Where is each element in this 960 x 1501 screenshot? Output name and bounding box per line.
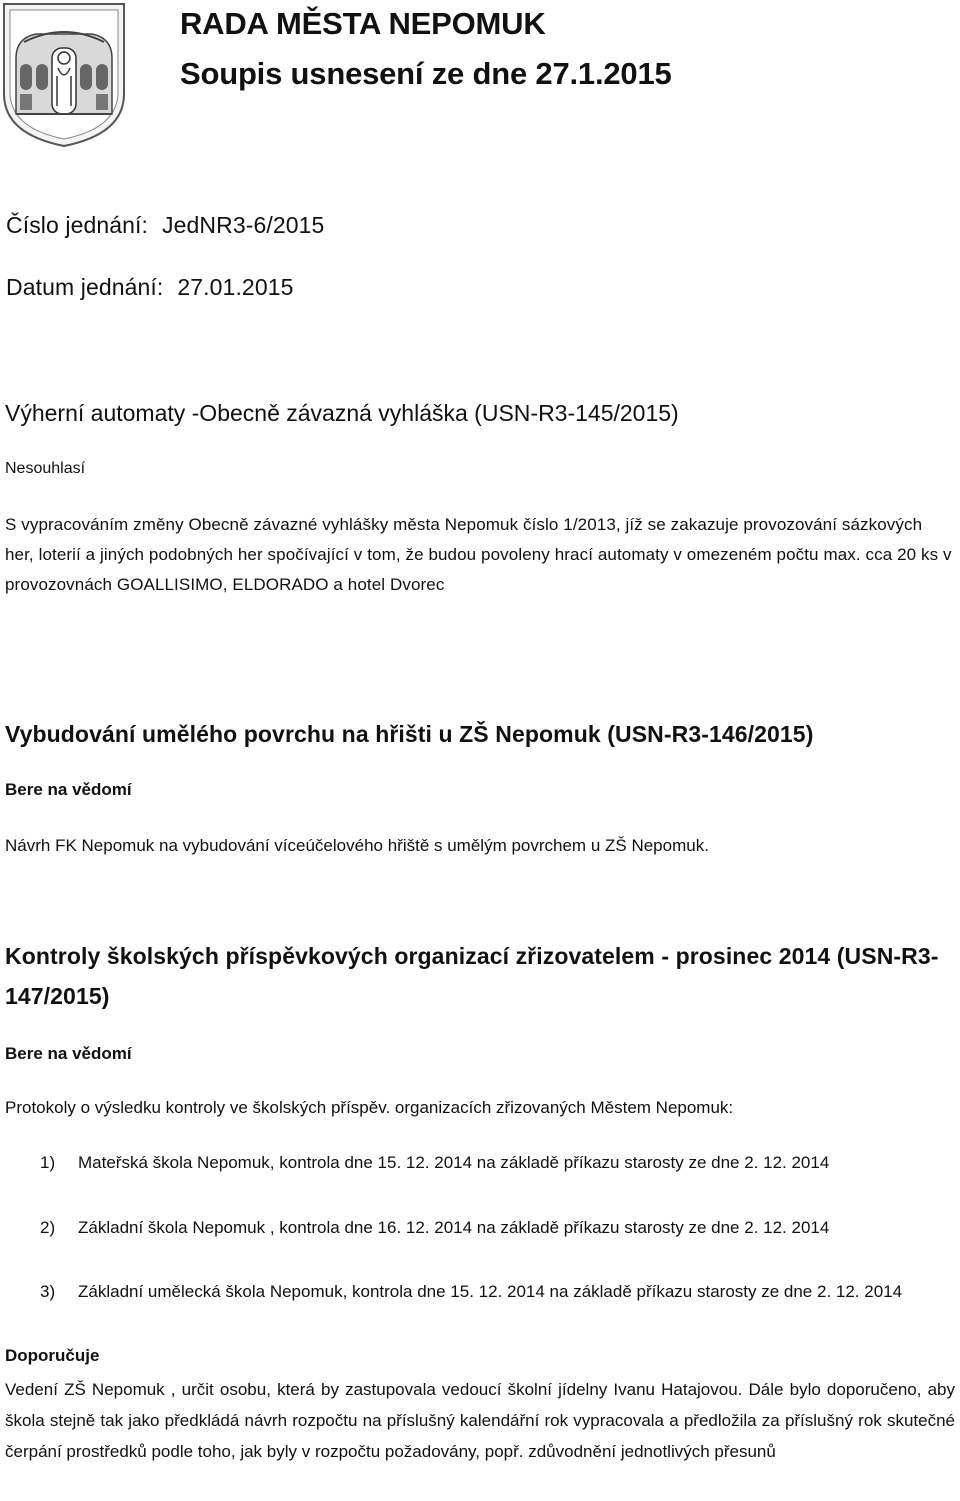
crest-icon [2,2,126,148]
list-item-number: 2) [40,1218,56,1237]
case-number-row [6,212,324,239]
resolution-3-heading: Kontroly školských příspěvkových organizací zřizovatelem - prosinec 2014 (USN-R3-147/2015) [5,943,939,1009]
list-item-text: Základní škola Nepomuk , kontrola dne 16. 12. 2014 na základě příkazu starosty ze dne 2. 12. 2014 [78,1218,830,1237]
resolution-2-heading: Vybudování umělého povrchu na hřišti u ZŠ Nepomuk (USN-R3-146/2015) [5,721,814,747]
meeting-date-value: 27.01.2015 [177,274,294,300]
list-item-text: Mateřská škola Nepomuk, kontrola dne 15. 12. 2014 na základě příkazu starosty ze dne 2. 12. 2014 [78,1153,830,1172]
resolution-1-heading: Výherní automaty -Obecně závazná vyhláška (USN-R3-145/2015) [5,400,679,426]
list-item [40,1276,955,1307]
resolution-1-status: Nesouhlasí [5,460,86,477]
resolution-3-recommendation-status: Doporučuje [5,1346,100,1365]
list-item-number: 1) [40,1153,56,1172]
resolution-2-text: Návrh FK Nepomuk na vybudování víceúčelového hřiště s umělým povrchem u ZŠ Nepomuk. [5,836,709,855]
list-item [40,1147,955,1178]
town-crest [2,2,126,148]
meeting-date-label: Datum jednání: [6,274,164,300]
resolution-1-text: S vypracováním změny Obecně závazné vyhlášky města Nepomuk číslo 1/2013, jíž se zakazuje provozování sázkových her, loterií a jiných podobných her spočívající v tom, že budou povoleny hrací automaty v omezeném počtu max. cca 20 ks v provozovnách GOALLISIMO, ELDORADO a hotel Dvorec [5,515,952,594]
resolution-2-status: Bere na vědomí [5,780,132,799]
list-item-number: 3) [40,1282,56,1301]
resolution-3-text: Protokoly o výsledku kontroly ve školských příspěv. organizacích zřizovaných Městem Nepomuk: [5,1098,734,1117]
list-item [40,1212,955,1243]
case-number-label: Číslo jednání: [6,212,149,238]
resolution-3-recommendation-text: Vedení ZŠ Nepomuk , určit osobu, která by zastupovala vedoucí školní jídelny Ivanu Hatajovou. Dále bylo doporučeno, aby škola stejně tak jako předkládá návrh rozpočtu na příslušný kalendářní rok vypracovala a předložila za příslušný rok skutečné čerpání prostředků podle toho, jak byly v rozpočtu požadovány, popř. zdůvodnění jednotlivých přesunů [5,1380,955,1461]
meeting-date-row [6,274,294,301]
document-title: Soupis usnesení ze dne 27.1.2015 [180,56,672,91]
resolution-3-status: Bere na vědomí [5,1044,132,1063]
case-number-value: JedNR3-6/2015 [162,212,325,238]
list-item-text: Základní umělecká škola Nepomuk, kontrola dne 15. 12. 2014 na základě příkazu starosty ze dne 2. 12. 2014 [78,1282,903,1301]
council-title: RADA MĚSTA NEPOMUK [180,6,546,41]
